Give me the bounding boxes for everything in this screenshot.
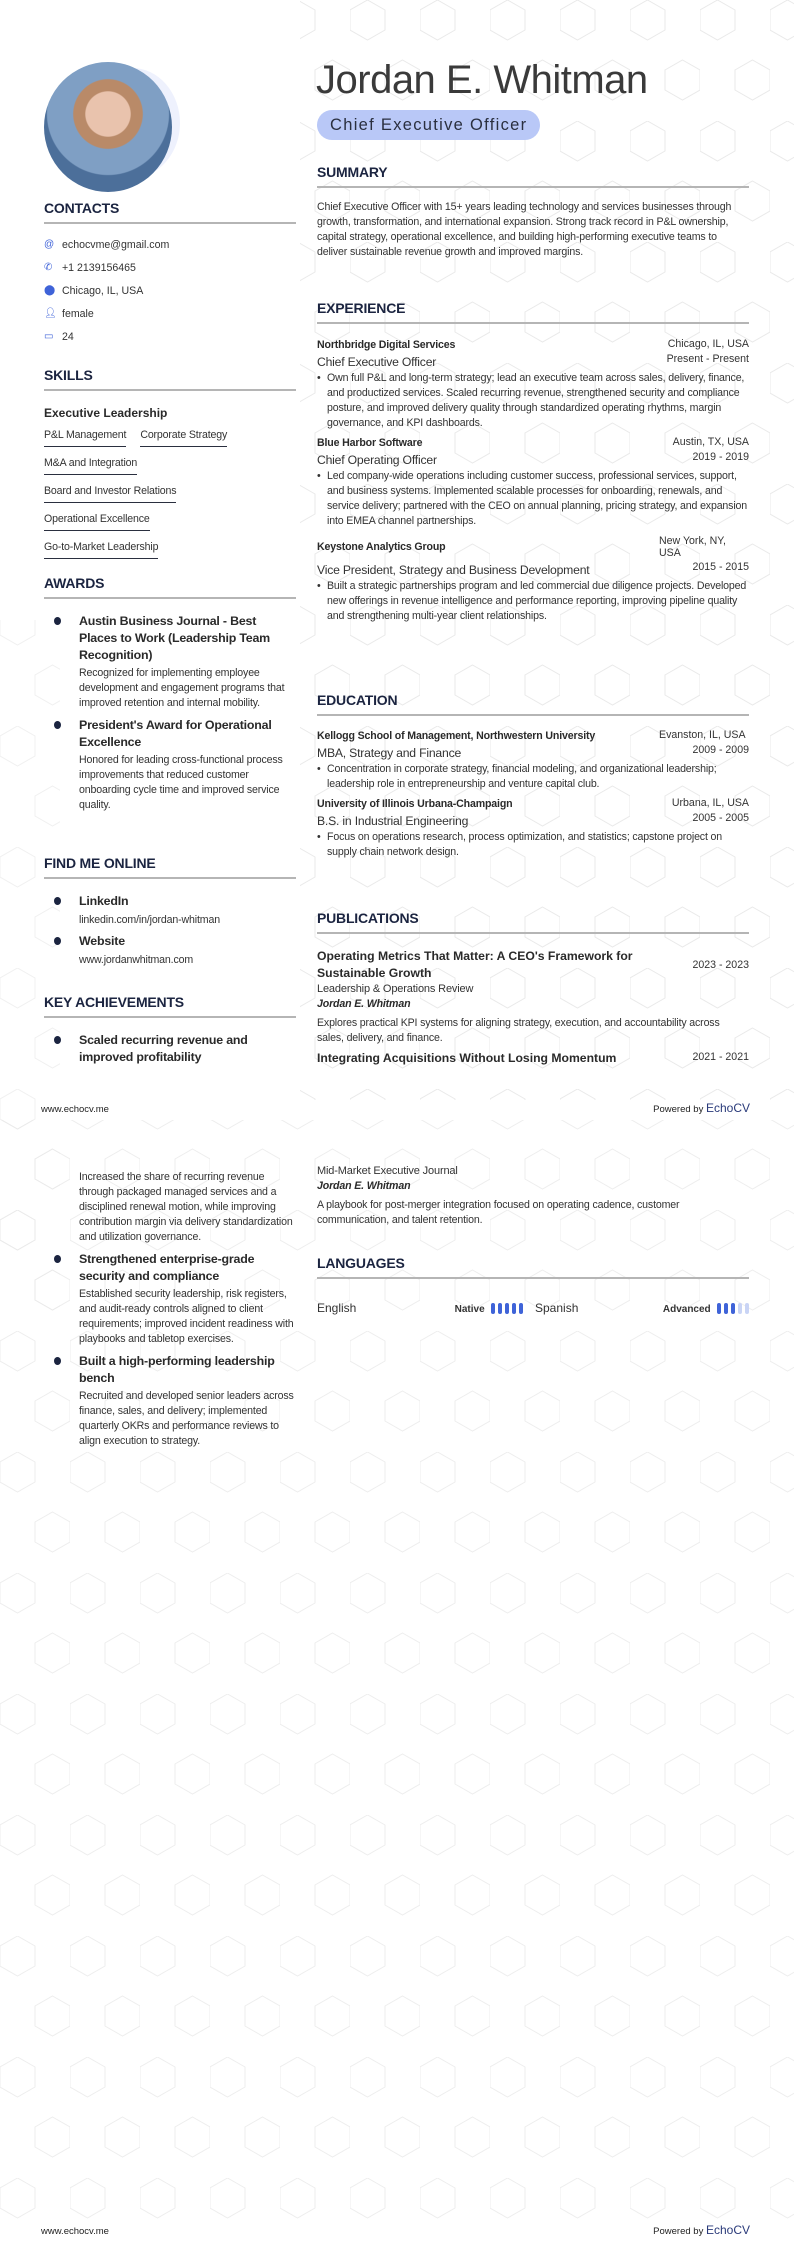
link-label: LinkedIn <box>79 894 129 908</box>
award-title: President's Award for Operational Excellence <box>79 718 272 749</box>
divider <box>317 1277 749 1279</box>
bullet-icon <box>54 617 61 625</box>
job-title-pill: Chief Executive Officer <box>317 110 540 140</box>
job-bullet: • Led company-wide operations including customer success, professional services, support, and business systems. Implemented scalable processes for onboarding, renewals, and service delivery; partnered with the CEO on annual planning, pricing strategy, and expansion into EMEA channel partnerships. <box>327 469 749 529</box>
job-bullet: • Own full P&L and long-term strategy; lead an executive team across sales, delivery, finance, and productized services. Scaled recurring revenue, strengthened security and compliance posture, and improved delivery quality through standardized operating rhythms, margin governance, and KPI dashboards. <box>327 371 749 431</box>
language-level: Advanced <box>662 1304 711 1315</box>
section-heading: EDUCATION <box>317 692 398 708</box>
achievement-item <box>44 1032 284 1066</box>
link-url[interactable]: www.jordanwhitman.com <box>79 954 194 966</box>
publication-item <box>317 948 749 1046</box>
section-heading: SUMMARY <box>317 164 388 180</box>
language-name: English <box>317 1301 357 1315</box>
contact-text: Chicago, IL, USA <box>62 284 144 297</box>
rating-pip <box>745 1303 749 1314</box>
achievement-item <box>44 1353 296 1449</box>
publication-author: Jordan E. Whitman <box>317 998 411 1010</box>
education-dates: 2005 - 2005 <box>692 812 749 824</box>
job-role: Chief Executive Officer <box>317 355 437 369</box>
achievement-description: Recruited and developed senior leaders across finance, sales, and delivery; implemented quarterly OKRs and performance reviews to align execution to strategy. <box>79 1390 294 1447</box>
section-heading: KEY ACHIEVEMENTS <box>44 994 184 1010</box>
contact-text: +1 2139156465 <box>62 261 136 274</box>
skill-tag: P&L Management <box>44 429 126 447</box>
achievement-description: Increased the share of recurring revenue through packaged managed services and a disciplined renewal motion, while improving contribution margin via delivery standardization and utilization governance. <box>79 1171 293 1243</box>
candidate-name: Jordan E. Whitman <box>316 58 648 102</box>
footer-site-link[interactable]: www.echocv.me <box>41 2226 109 2237</box>
divider <box>317 186 749 188</box>
experience-item <box>317 338 749 431</box>
contact-text: 24 <box>62 330 74 343</box>
achievement-item <box>44 1251 296 1347</box>
divider <box>317 322 749 324</box>
footer-powered-by[interactable] <box>653 1101 750 1115</box>
footer-site-link[interactable]: www.echocv.me <box>41 1104 109 1115</box>
contact-text: female <box>62 307 94 320</box>
school-location: Urbana, IL, USA <box>671 797 749 809</box>
publication-item <box>317 1051 749 1065</box>
publication-author: Jordan E. Whitman <box>317 1180 411 1192</box>
achievements-continued <box>44 1170 296 1449</box>
publication-venue: Mid-Market Executive Journal <box>317 1165 458 1177</box>
link-url[interactable]: linkedin.com/in/jordan-whitman <box>79 914 220 926</box>
job-location: Chicago, IL, USA <box>667 338 749 350</box>
rating-pip <box>731 1303 735 1314</box>
achievement-description: Established security leadership, risk registers, and audit-ready controls aligned to client requirements; improved incident readiness with playbooks and tabletop exercises. <box>79 1288 294 1345</box>
rating-pip <box>519 1303 523 1314</box>
bullet-icon <box>54 937 61 945</box>
divider <box>317 932 749 934</box>
footer-powered-by[interactable] <box>653 2223 750 2237</box>
education-bullet: • Concentration in corporate strategy, financial modeling, and organizational leadership; leadership role in entrepreneurship and venture capital club. <box>327 762 749 792</box>
school-name: Kellogg School of Management, Northwestern University <box>317 730 596 742</box>
divider <box>44 1016 296 1018</box>
experience-item <box>317 535 749 624</box>
section-heading: AWARDS <box>44 575 105 591</box>
skills-section <box>44 367 296 565</box>
contact-age <box>44 325 296 348</box>
profile-photo <box>44 62 180 194</box>
brand-logo-text: EchoCV <box>705 1101 750 1115</box>
divider <box>44 877 296 879</box>
calendar-icon: ▭ <box>44 331 54 342</box>
experience-section <box>317 300 749 624</box>
bullet-icon <box>54 1357 61 1365</box>
skill-group-title: Executive Leadership <box>44 406 168 420</box>
rating-pip <box>738 1303 742 1314</box>
rating-pip <box>491 1303 495 1314</box>
degree: MBA, Strategy and Finance <box>317 746 462 760</box>
bullet-icon <box>54 897 61 905</box>
education-dates: 2009 - 2009 <box>692 744 749 756</box>
job-bullet: • Built a strategic partnerships program and led commercial due diligence projects. Developed new offerings in revenue intelligence and performance reporting, improving pipeline quality and strengthening multi-year client relationships. <box>327 579 749 624</box>
job-location: Austin, TX, USA <box>672 436 749 448</box>
achievement-title: Strengthened enterprise-grade security and compliance <box>79 1252 255 1283</box>
rating-pip <box>512 1303 516 1314</box>
school-name: University of Illinois Urbana-Champaign <box>317 798 513 810</box>
language-level: Native <box>454 1304 485 1315</box>
job-dates: 2015 - 2015 <box>692 561 749 573</box>
skill-tag: M&A and Integration <box>44 457 137 475</box>
achievement-title: Scaled recurring revenue and improved profitability <box>79 1033 248 1064</box>
job-role: Chief Operating Officer <box>317 453 437 467</box>
award-title: Austin Business Journal - Best Places to Work (Leadership Team Recognition) <box>79 614 270 662</box>
publication-venue: Leadership & Operations Review <box>317 983 474 995</box>
rating-pip <box>498 1303 502 1314</box>
location-pin-icon: ⬤ <box>44 285 56 296</box>
award-description: Recognized for implementing employee development and engagement programs that improved retention and internal mobility. <box>79 667 285 709</box>
contact-phone[interactable] <box>44 256 296 279</box>
skill-tag: Corporate Strategy <box>140 429 227 447</box>
section-heading: SKILLS <box>44 367 93 383</box>
award-item <box>44 613 296 711</box>
publication-dates: 2023 - 2023 <box>692 959 749 971</box>
rating-pip <box>724 1303 728 1314</box>
education-section <box>317 692 749 860</box>
job-location: New York, NY, USA <box>659 535 726 559</box>
section-heading: EXPERIENCE <box>317 300 406 316</box>
language-name: Spanish <box>535 1301 579 1315</box>
language-item <box>533 1301 749 1315</box>
online-link-linkedin[interactable] <box>44 893 296 928</box>
summary-section <box>317 164 749 260</box>
achievements-section <box>44 994 296 1066</box>
job-dates: 2019 - 2019 <box>692 451 749 463</box>
degree: B.S. in Industrial Engineering <box>317 814 469 828</box>
powered-by-text: Powered by <box>653 2226 704 2237</box>
skill-tag: Board and Investor Relations <box>44 485 176 503</box>
languages-section <box>317 1255 749 1315</box>
publication-continued <box>317 1164 749 1228</box>
awards-section <box>44 575 296 813</box>
skill-tag: Go-to-Market Leadership <box>44 541 158 559</box>
school-location: Evanston, IL, USA <box>659 729 746 741</box>
section-heading: CONTACTS <box>44 200 120 216</box>
contact-gender <box>44 302 296 325</box>
contact-location <box>44 279 296 302</box>
section-heading: FIND ME ONLINE <box>44 855 156 871</box>
link-label: Website <box>79 934 125 948</box>
job-dates: Present - Present <box>666 353 749 365</box>
experience-item <box>317 436 749 529</box>
rating-pip <box>505 1303 509 1314</box>
bullet-icon <box>54 721 61 729</box>
publications-section <box>317 910 749 1065</box>
language-rating <box>488 1301 523 1315</box>
company-name: Keystone Analytics Group <box>317 540 446 553</box>
contacts-section <box>44 200 296 348</box>
divider <box>44 222 296 224</box>
at-icon: @ <box>44 239 55 250</box>
publication-title: Operating Metrics That Matter: A CEO's Framework for Sustainable Growth <box>317 949 633 980</box>
publication-description: Explores practical KPI systems for aligning strategy, execution, and accountability across sales, delivery, and finance. <box>317 1017 720 1044</box>
skill-tag: Operational Excellence <box>44 513 150 531</box>
language-rating <box>714 1301 749 1315</box>
education-item <box>317 729 749 792</box>
person-icon: 👤︎ <box>44 308 57 319</box>
brand-logo-text: EchoCV <box>705 2223 750 2237</box>
section-heading: PUBLICATIONS <box>317 910 419 926</box>
language-item <box>317 1301 533 1315</box>
education-bullet: • Focus on operations research, process optimization, and statistics; capstone project on supply chain network design. <box>327 830 749 860</box>
section-heading: LANGUAGES <box>317 1255 405 1271</box>
publication-title: Integrating Acquisitions Without Losing Momentum <box>317 1051 617 1065</box>
company-name: Blue Harbor Software <box>317 437 423 449</box>
achievement-title: Built a high-performing leadership bench <box>79 1354 275 1385</box>
rating-pip <box>717 1303 721 1314</box>
phone-icon: ✆ <box>44 262 53 273</box>
powered-by-text: Powered by <box>653 1104 704 1115</box>
award-description: Honored for leading cross-functional process improvements that reduced customer onboarding cycle time and improved service quality. <box>79 754 283 811</box>
contact-email[interactable] <box>44 233 296 256</box>
summary-text: Chief Executive Officer with 15+ years leading technology and services businesses through growth, transformation, and international expansion. Strong track record in P&L ownership, capital strategy, operational excellence, and building high-performing executive teams to deliver sustainable revenue growth and improved margins. <box>317 201 732 258</box>
divider <box>44 597 296 599</box>
bullet-icon <box>54 1036 61 1044</box>
online-link-website[interactable] <box>44 933 296 968</box>
divider <box>44 389 296 391</box>
job-role: Vice President, Strategy and Business Development <box>317 563 590 577</box>
company-name: Northbridge Digital Services <box>317 339 456 351</box>
contact-text: echocvme@gmail.com <box>62 238 170 251</box>
divider <box>317 714 749 716</box>
publication-description: A playbook for post-merger integration focused on operating cadence, customer communication, and talent retention. <box>317 1199 680 1226</box>
bullet-icon <box>54 1255 61 1263</box>
education-item <box>317 797 749 860</box>
award-item <box>44 717 296 813</box>
online-section <box>44 855 296 968</box>
publication-dates: 2021 - 2021 <box>692 1051 749 1063</box>
